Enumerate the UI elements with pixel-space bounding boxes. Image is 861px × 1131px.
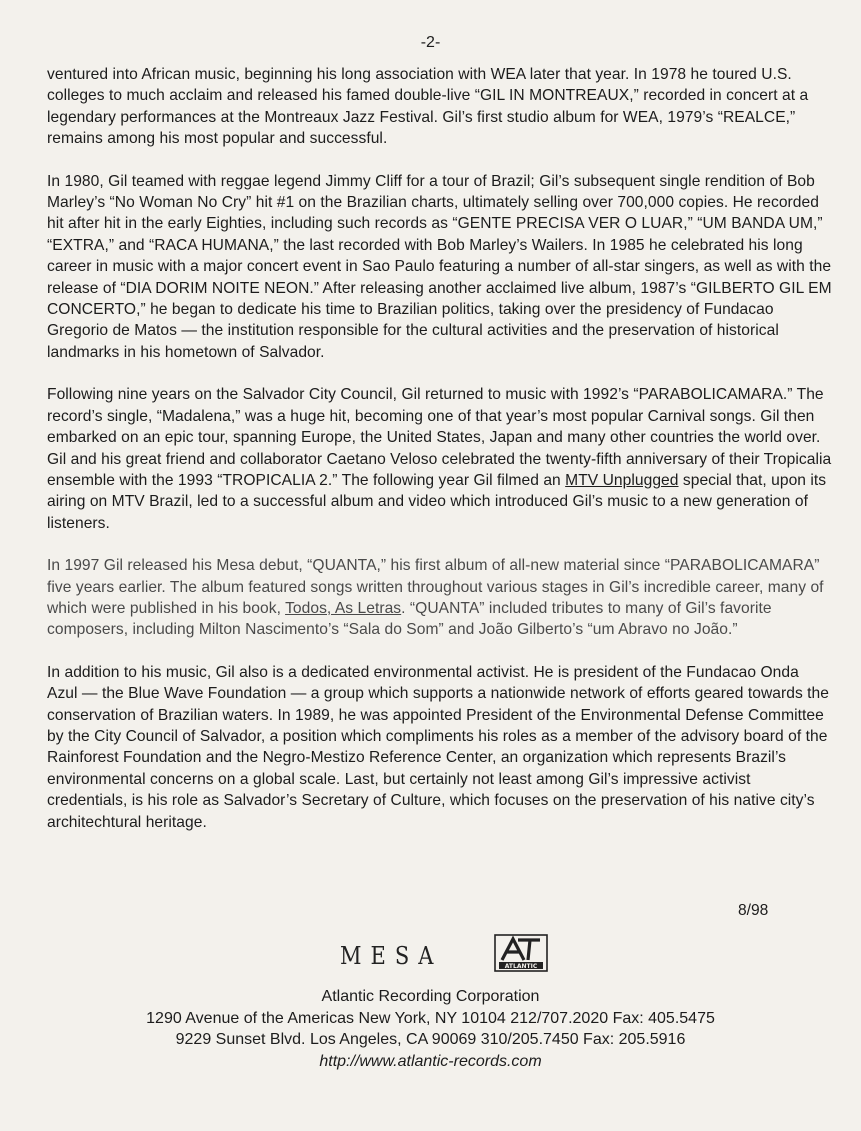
mesa-logo-text: MESA: [340, 942, 443, 970]
website-url: http://www.atlantic-records.com: [319, 1052, 542, 1070]
company-name: Atlantic Recording Corporation: [321, 988, 540, 1005]
atlantic-logo-text: ATLANTIC: [504, 963, 538, 970]
paragraph-mesa-debut: [47, 555, 832, 641]
mtv-unplugged-title: MTV Unplugged: [565, 471, 679, 489]
paragraph-wea-years: ventured into African music, beginning his long association with WEA later that year. In 1978 he toured U.S. colleges to much acclaim and released his famed double-live “GIL IN MONTREAUX,” recorded in concert at a legendary performances at the Montreaux Jazz Festival. Gil’s first studio album for WEA, 1979’s “REALCE,” remains among his most popular and successful.: [47, 66, 809, 148]
paragraph-text: Following nine years on the Salvador City Council, Gil returned to music with 1992’s “PARABOLICAMARA.” The record’s single, “Madalena,” was a huge hit, becoming one of that year’s most popular Carnival songs. Gil then embarked on an epic tour, spanning Europe, the United States, Japan and many other countries the world over. Gil and his great friend and collaborator Caetano Veloso celebrated the twenty-fifth anniversary of their Tropicalia ensemble with the 1993 “TROPICALIA 2.” The following year Gil filmed an: [47, 386, 832, 489]
address-los-angeles: 9229 Sunset Blvd. Los Angeles, CA 90069 310/205.7450 Fax: 205.5916: [175, 1031, 686, 1048]
paragraph-text: In 1997 Gil released his Mesa debut, “QUANTA,” his first album of all-new material since “PARABOLICAMARA” five years earlier. The album featured songs written throughout various stages in Gil’s incredible career, many of which were published in his book,: [47, 557, 824, 617]
bio-body: [47, 64, 832, 854]
paragraph-1980s: In 1980, Gil teamed with reggae legend Jimmy Cliff for a tour of Brazil; Gil’s subsequent single rendition of Bob Marley’s “No Woman No Cry” hit #1 on the Brazilian charts, ultimately selling over 700,000 copies. He recorded hit after hit in the early Eighties, including such records as “GENTE PRECISA VER O LUAR,” “UM BANDA UM,” “EXTRA,” and “RACA HUMANA,” the last recorded with Bob Marley’s Wailers. In 1985 he celebrated his long career in music with a major concert event in Sao Paulo featuring a number of all-star singers, as well as with the release of “DIA DORIM NOITE NEON.” After releasing another acclaimed live album, 1987’s “GILBERTO GIL EM CONCERTO,” he began to dedicate his time to Brazilian politics, taking over the presidency of Fundacao Gregorio de Matos — the institution responsible for the cultural activities and the preservation of historical landmarks in his hometown of Salvador.: [47, 172, 832, 361]
paragraph-text: . “QUANTA” included tributes to many of Gil’s favorite composers, including Milton Nascimento’s “Sala do Som” and João Gilberto’s “um Abravo no João.”: [47, 599, 772, 639]
page-number: -2-: [420, 34, 441, 51]
document-date: 8/98: [738, 902, 769, 919]
footer: [0, 986, 861, 1072]
paragraph-activism: In addition to his music, Gil also is a dedicated environmental activist. He is president of the Fundacao Onda Azul — the Blue Wave Foundation — a group which supports a nationwide network of efforts geared towards the conservation of Brazilian waters. In 1989, he was appointed President of the Environmental Defense Committee by the City Council of Salvador, a position which compliments his roles as a member of the advisory board of the Rainforest Foundation and the Negro-Mestizo Reference Center, an organization which represents Brazil’s environmental concerns on a global scale. Last, but certainly not least among Gil’s impressive activist credentials, is his role as Salvador’s Secretary of Culture, which focuses on the preservation of his native city’s architechtural heritage.: [47, 663, 830, 831]
paragraph-text: special that, upon its airing on MTV Brazil, led to a successful album and video which introduced Gil’s music to a new generation of listeners.: [47, 471, 827, 532]
book-title: Todos, As Letras: [285, 599, 402, 617]
mesa-logo: [340, 942, 442, 970]
paragraph-return-to-music: [47, 384, 832, 534]
address-new-york: 1290 Avenue of the Americas New York, NY 10104 212/707.2020 Fax: 405.5475: [146, 1009, 715, 1027]
atlantic-logo: [494, 934, 548, 972]
